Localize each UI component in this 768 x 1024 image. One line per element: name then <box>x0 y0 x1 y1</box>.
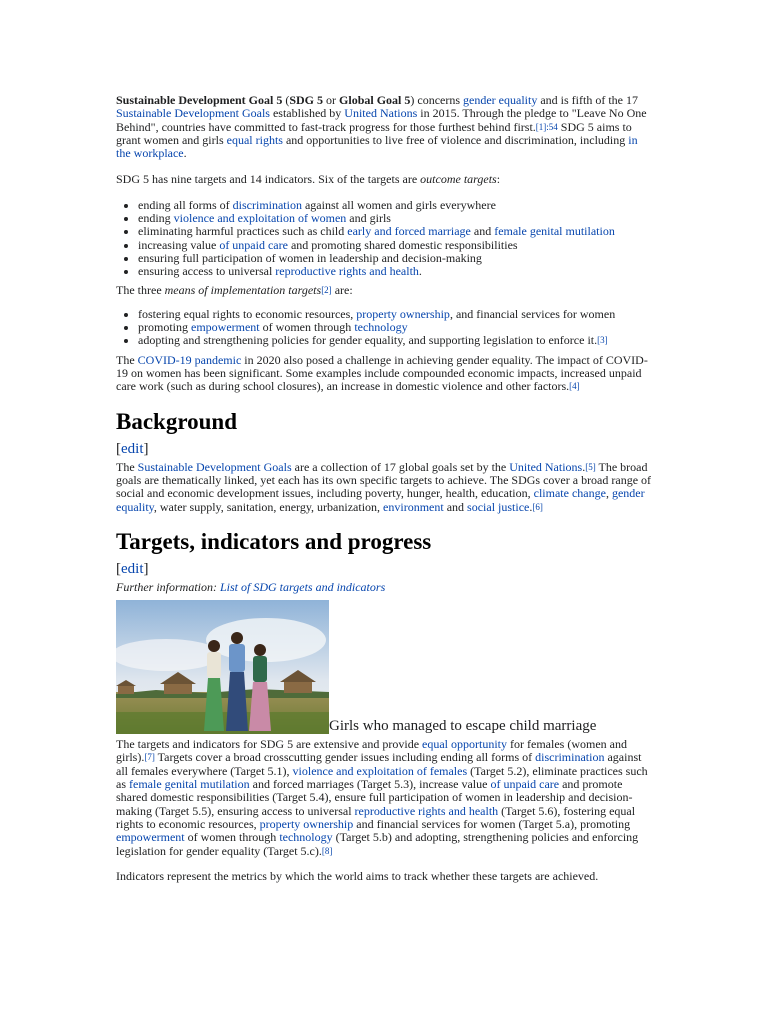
list-item <box>138 265 652 278</box>
link-reproductive-rights[interactable]: reproductive rights and health <box>354 803 499 818</box>
text: , and financial services for women <box>449 306 616 321</box>
edit-link[interactable]: edit <box>121 440 144 457</box>
link-social-justice[interactable]: social justice <box>467 499 530 514</box>
outcome-targets-list <box>116 199 652 279</box>
text: The <box>116 459 138 474</box>
link-equal-opportunity[interactable]: equal opportunity <box>422 737 508 752</box>
text: . <box>529 499 533 514</box>
link-empowerment[interactable]: empowerment <box>191 320 260 335</box>
text: and opportunities to live free of violence and discrimination, including <box>282 132 629 147</box>
text: The three <box>116 282 165 297</box>
link-sdgs[interactable]: Sustainable Development Goals <box>116 106 270 121</box>
list-item <box>138 212 652 225</box>
means-intro-paragraph <box>116 284 652 297</box>
text: are: <box>331 282 353 297</box>
link-united-nations[interactable]: United Nations <box>344 106 418 121</box>
text: in 2015. Through the pledge to "Leave No One Behind", countries have committed to fast-track progress for those furthest behind first. <box>116 106 647 134</box>
list-item <box>138 334 652 347</box>
text: and girls <box>346 211 391 226</box>
covid-paragraph <box>116 354 652 394</box>
edit-link[interactable]: edit <box>121 560 144 577</box>
italic-term: outcome targets <box>420 172 497 187</box>
text: (Target 5.b) and adopting, strengthening policies and enforcing legislation for gender equality (Target 5.c). <box>116 830 639 858</box>
text: ending all forms of <box>138 197 233 212</box>
text: The targets and indicators for SDG 5 are extensive and provide <box>116 737 423 752</box>
text: , water supply, sanitation, energy, urbanization, <box>153 499 384 514</box>
link-gender-equality[interactable]: gender equality <box>463 93 538 107</box>
text: are a collection of 17 global goals set by the <box>291 459 510 474</box>
link-covid-pandemic[interactable]: COVID-19 pandemic <box>137 352 242 367</box>
text: and promote shared domestic responsibilities (Target 5.4), ensure full participation of women in leadership and decision-making (Target 5.5), ensuring access to universal <box>116 777 633 818</box>
text: promoting <box>138 320 191 335</box>
link-technology[interactable]: technology <box>279 830 333 845</box>
reference-link[interactable]: [6] <box>532 501 543 512</box>
indicators-paragraph: Indicators represent the metrics by which the world aims to track whether these targets are achieved. <box>116 868 599 883</box>
link-discrimination[interactable]: discrimination <box>232 197 302 212</box>
text: and is fifth of the 17 <box>537 93 638 107</box>
text: The <box>116 352 138 367</box>
text: . <box>582 459 586 474</box>
reference-link[interactable]: [3] <box>597 335 608 346</box>
text: SDG 5 has nine targets and 14 indicators. Six of the targets are <box>116 172 421 187</box>
list-item <box>138 321 652 334</box>
reference-2[interactable] <box>321 285 332 295</box>
reference-1[interactable] <box>536 122 558 132</box>
link-sdg-targets-list[interactable]: List of SDG targets and indicators <box>220 579 386 594</box>
section-heading-background: Background <box>116 408 238 434</box>
hatnote-label: Further information: <box>116 579 220 594</box>
link-unpaid-care[interactable]: of unpaid care <box>490 777 560 792</box>
text: eliminating harmful practices such as child <box>138 224 348 239</box>
link-environment[interactable]: environment <box>383 499 444 514</box>
reference-7[interactable] <box>144 752 155 762</box>
text: ) concerns <box>410 93 464 107</box>
text: fostering equal rights to economic resources, <box>138 306 357 321</box>
edit-section-link: [edit] <box>116 560 149 577</box>
reference-link[interactable]: [2] <box>321 284 332 295</box>
intro-paragraph <box>116 94 652 160</box>
link-property-ownership[interactable]: property ownership <box>356 306 450 321</box>
reference-link[interactable]: [1]:54 <box>535 121 558 132</box>
italic-term: means of implementation targets <box>164 282 322 297</box>
text: (Target 5.2), eliminate practices such as <box>116 763 648 792</box>
text: established by <box>269 106 345 121</box>
text: or <box>323 93 340 107</box>
reference-link[interactable]: [7] <box>144 752 155 763</box>
reference-6[interactable] <box>532 502 543 512</box>
text: Targets cover a broad crosscutting gender issues including ending all forms of <box>154 750 536 765</box>
text: for females (women and girls). <box>116 737 627 765</box>
bold-term: Sustainable Development Goal 5 <box>116 93 283 107</box>
further-information-hatnote <box>116 581 652 594</box>
text: (Target 5.6), fostering equal rights to economic resources, <box>116 803 636 831</box>
text: SDG 5 aims to grant women and girls <box>116 119 632 147</box>
link-reproductive-rights[interactable]: reproductive rights and health <box>275 264 419 279</box>
text: ensuring full participation of women in leadership and decision-making <box>138 250 482 265</box>
link-in-the-workplace[interactable]: in the workplace <box>116 132 638 161</box>
reference-5[interactable] <box>585 462 596 472</box>
targets-paragraph <box>116 738 652 858</box>
text: ending <box>138 211 174 226</box>
reference-link[interactable]: [8] <box>321 845 333 856</box>
list-item <box>138 225 652 238</box>
link-violence-exploitation-females[interactable]: violence and exploitation of females <box>292 763 468 778</box>
link-gender-equality[interactable]: gender equality <box>116 486 645 514</box>
figure-caption: Girls who managed to escape child marriage <box>329 718 597 735</box>
text: and promoting shared domestic responsibilities <box>287 237 518 252</box>
text: and forced marriages (Target 5.3), increase value <box>249 777 491 792</box>
list-item <box>138 308 652 321</box>
text: ( <box>282 93 290 107</box>
means-targets-list <box>116 308 652 348</box>
girls-photo <box>116 600 329 734</box>
section-heading-targets: Targets, indicators and progress <box>116 528 432 554</box>
link-discrimination[interactable]: discrimination <box>535 750 605 765</box>
text: of women through <box>259 320 355 335</box>
link-climate-change[interactable]: climate change <box>533 486 606 501</box>
text: and <box>470 224 495 239</box>
text: : <box>496 172 501 187</box>
figure <box>116 600 652 734</box>
targets-summary-paragraph <box>116 173 652 186</box>
reference-4[interactable] <box>569 381 580 391</box>
text: in 2020 also posed a challenge in achieving gender equality. The impact of COVID-19 on women has been significant. Some examples include compounded economic impacts, increased unpaid care work (such as during school closures), an increase in domestic violence and other factors. <box>116 352 648 394</box>
text: increasing value <box>138 237 220 252</box>
link-equal-rights[interactable]: equal rights <box>226 132 283 147</box>
list-item <box>138 252 652 265</box>
link-female-genital-mutilation[interactable]: female genital mutilation <box>494 224 615 239</box>
text: against all women and girls everywhere <box>301 197 496 212</box>
link-violence-exploitation[interactable]: violence and exploitation of women <box>173 211 347 226</box>
list-item <box>138 239 652 252</box>
edit-section-link: [edit] <box>116 440 149 457</box>
text: . <box>183 146 187 161</box>
reference-link[interactable]: [4] <box>569 381 580 392</box>
text: and <box>443 499 468 514</box>
text: The broad goals are thematically linked, yet each has its own specific targets to achieve. The SDGs cover a broad range of social and economic development issues, including poverty, hunger, health, education, <box>116 459 652 501</box>
text: , <box>605 486 612 501</box>
background-paragraph <box>116 461 652 514</box>
reference-3[interactable] <box>597 335 608 345</box>
bold-term: SDG 5 <box>289 93 324 107</box>
link-empowerment[interactable]: empowerment <box>116 830 185 845</box>
link-early-forced-marriage[interactable]: early and forced marriage <box>347 224 471 239</box>
link-technology[interactable]: technology <box>354 320 408 335</box>
text: . <box>418 264 422 279</box>
article-body <box>116 94 652 883</box>
text: and financial services for women (Target 5.a), promoting <box>353 816 631 831</box>
link-property-ownership[interactable]: property ownership <box>259 816 354 831</box>
reference-8[interactable] <box>322 846 333 856</box>
list-item <box>138 199 652 212</box>
text: adopting and strengthening policies for gender equality, and supporting legislation to enforce it. <box>138 333 598 348</box>
link-unpaid-care[interactable]: of unpaid care <box>219 237 288 252</box>
text: ensuring access to universal <box>138 264 276 279</box>
link-female-genital-mutilation[interactable]: female genital mutilation <box>129 777 250 792</box>
bold-term: Global Goal 5 <box>339 93 411 107</box>
link-united-nations[interactable]: United Nations <box>509 459 583 474</box>
link-sdgs[interactable]: Sustainable Development Goals <box>137 459 292 474</box>
reference-link[interactable]: [5] <box>585 461 596 472</box>
text: against all females everywhere (Target 5.1), <box>116 750 642 778</box>
text: of women through <box>184 830 280 845</box>
